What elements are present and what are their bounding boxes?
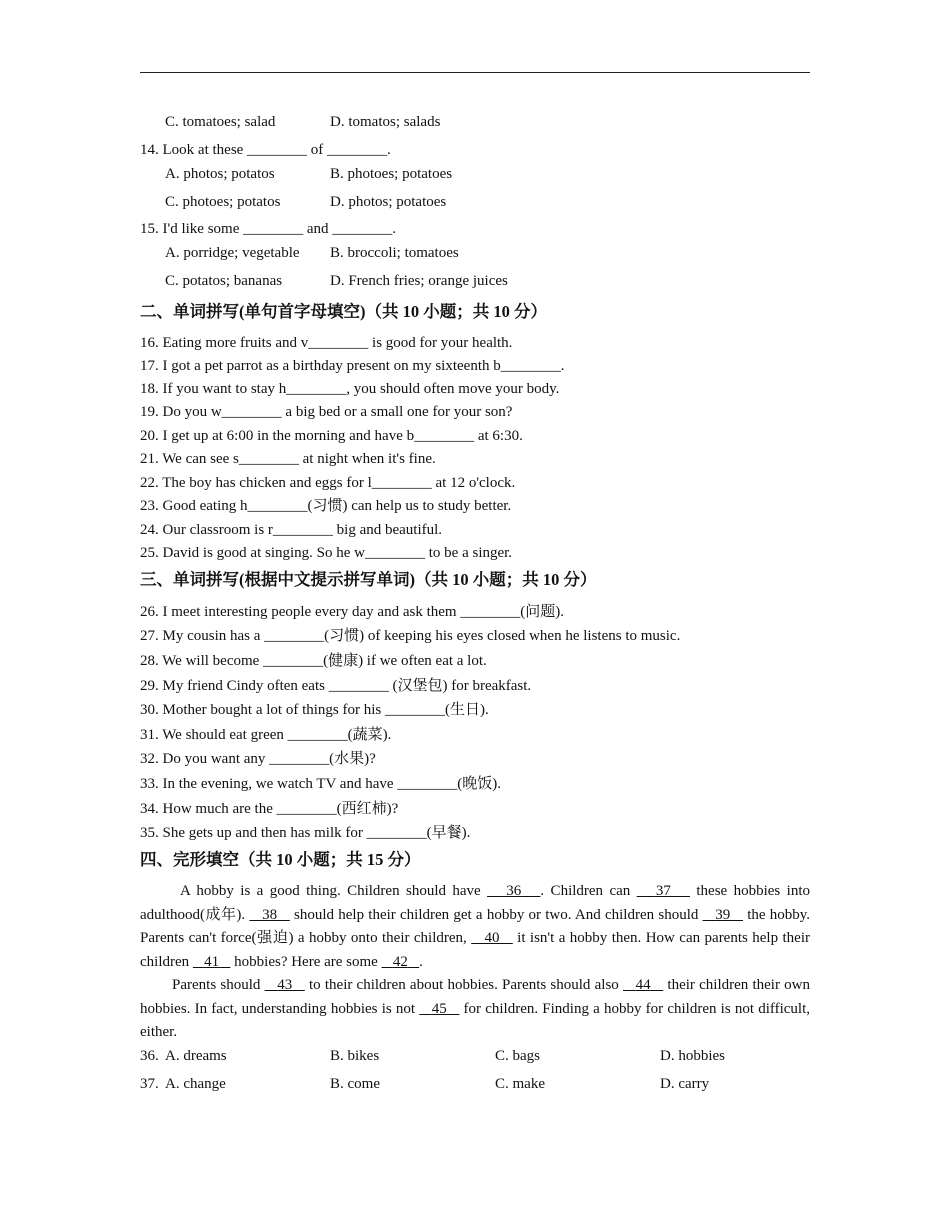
question-30: 30. Mother bought a lot of things for his ________(生日). — [140, 702, 489, 718]
question-27: 27. My cousin has a ________(习惯) of keeping his eyes closed when he listens to music. — [140, 628, 681, 644]
q36-option-d: D. hobbies — [660, 1048, 725, 1064]
question-26: 26. I meet interesting people every day and ask them ________(问题). — [140, 604, 565, 620]
cloze-text: . Children can — [540, 883, 637, 899]
cloze-text: to their children about hobbies. Parents should also — [304, 977, 623, 993]
q13-option-d: D. tomatos; salads — [330, 114, 441, 130]
question-35: 35. She gets up and then has milk for ________(早餐). — [140, 825, 471, 841]
cloze-text: A hobby is a good thing. Children should have — [180, 883, 488, 899]
cloze-blank-36: 36 — [506, 883, 522, 899]
question-16: 16. Eating more fruits and v________ is good for your health. — [140, 335, 513, 351]
cloze-blank-39: 39 — [715, 906, 731, 923]
q13-option-c: C. tomatoes; salad — [165, 114, 276, 130]
q14-option-a: A. photos; potatos — [165, 166, 275, 182]
question-31: 31. We should eat green ________(蔬菜). — [140, 727, 392, 743]
question-22: 22. The boy has chicken and eggs for l________ at 12 o'clock. — [140, 475, 516, 491]
question-17: 17. I got a pet parrot as a birthday present on my sixteenth b________. — [140, 358, 565, 374]
cloze-paragraph-2 — [140, 974, 810, 1045]
section-2-heading: 二、单词拼写(单句首字母填空)（共 10 小题；共 10 分） — [140, 302, 547, 321]
cloze-blank-41: 41 — [204, 953, 220, 970]
question-21: 21. We can see s________ at night when it's fine. — [140, 451, 436, 467]
cloze-blank-37: 37 — [655, 883, 671, 899]
q15-option-d: D. French fries; orange juices — [330, 273, 508, 289]
question-34: 34. How much are the ________(西红柿)? — [140, 801, 399, 817]
header-rule — [140, 72, 810, 73]
q36-option-b: B. bikes — [330, 1048, 380, 1064]
q36-option-c: C. bags — [495, 1048, 540, 1064]
q15-option-a: A. porridge; vegetable — [165, 245, 300, 261]
cloze-text: the hobby. Parents can't force(强迫) a hobby onto their children, — [140, 906, 811, 946]
cloze-blank-42: 42 — [392, 953, 408, 970]
q36-option-a: A. dreams — [165, 1048, 227, 1064]
q37-option-a: A. change — [165, 1076, 226, 1092]
question-19: 19. Do you w________ a big bed or a small one for your son? — [140, 404, 513, 420]
q15-stem: 15. I'd like some ________ and ________. — [140, 221, 397, 237]
q15-option-c: C. potatos; bananas — [165, 273, 283, 289]
cloze-blank-43: 43 — [277, 977, 293, 993]
question-28: 28. We will become ________(健康) if we often eat a lot. — [140, 653, 487, 669]
cloze-paragraph-1 — [140, 880, 810, 974]
question-33: 33. In the evening, we watch TV and have ________(晚饭). — [140, 776, 502, 792]
q15-option-b: B. broccoli; tomatoes — [330, 245, 459, 261]
cloze-blank-44: 44 — [635, 977, 651, 993]
cloze-text: their children their own hobbies. In fact, understanding hobbies is not — [140, 977, 810, 1017]
question-29: 29. My friend Cindy often eats ________ (汉堡包) for breakfast. — [140, 678, 532, 694]
question-23: 23. Good eating h________(习惯) can help us to study better. — [140, 498, 512, 514]
cloze-text: it isn't a hobby then. How can parents help their children — [140, 930, 810, 970]
question-25: 25. David is good at singing. So he w________ to be a singer. — [140, 545, 513, 561]
cloze-blank-45: 45 — [431, 1000, 447, 1017]
cloze-blank-40: 40 — [484, 930, 500, 946]
q14-option-d: D. photos; potatoes — [330, 194, 447, 210]
cloze-text: for children. Finding a hobby for children is not difficult, either. — [140, 1000, 811, 1040]
q37-number: 37. — [140, 1076, 159, 1092]
cloze-text: Parents should — [172, 977, 265, 993]
q37-option-c: C. make — [495, 1076, 545, 1092]
q37-option-b: B. come — [330, 1076, 380, 1092]
cloze-text: hobbies? Here are some — [230, 953, 382, 970]
section-4-heading: 四、完形填空（共 10 小题；共 15 分） — [140, 850, 421, 869]
question-18: 18. If you want to stay h________, you should often move your body. — [140, 381, 560, 397]
cloze-blank-38: 38 — [262, 906, 278, 923]
cloze-text: . — [419, 953, 423, 970]
question-20: 20. I get up at 6:00 in the morning and have b________ at 6:30. — [140, 428, 523, 444]
cloze-text: these hobbies into adulthood(成年). — [140, 883, 810, 923]
q14-option-c: C. photoes; potatos — [165, 194, 281, 210]
cloze-text: should help their children get a hobby or two. And children should — [289, 906, 703, 923]
q14-stem: 14. Look at these ________ of ________. — [140, 142, 391, 158]
question-24: 24. Our classroom is r________ big and beautiful. — [140, 522, 443, 538]
q37-option-d: D. carry — [660, 1076, 710, 1092]
question-32: 32. Do you want any ________(水果)? — [140, 751, 376, 767]
section-3-heading: 三、单词拼写(根据中文提示拼写单词)（共 10 小题；共 10 分） — [140, 570, 597, 589]
q14-option-b: B. photoes; potatoes — [330, 166, 453, 182]
q36-number: 36. — [140, 1048, 159, 1064]
